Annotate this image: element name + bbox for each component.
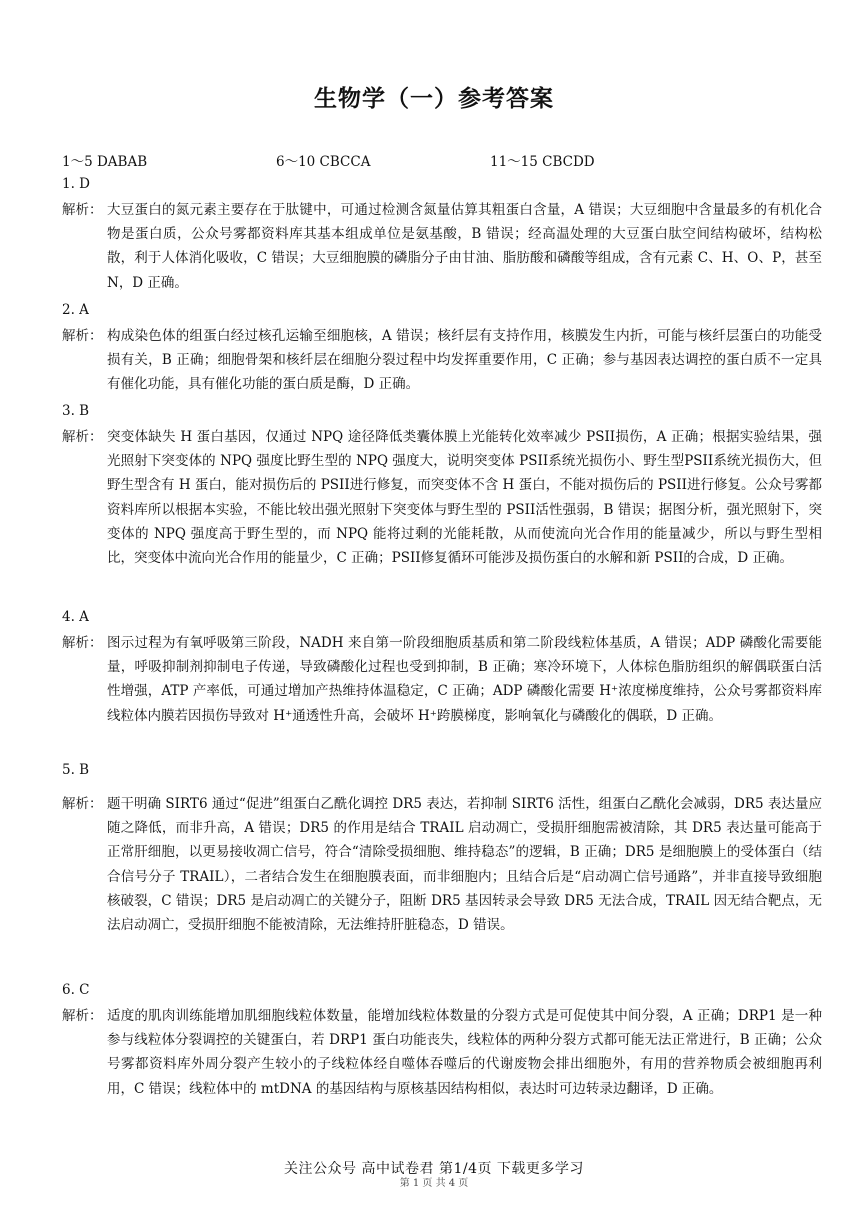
explanation-label: 解析：: [62, 1008, 103, 1024]
question-number: 6. C: [62, 982, 90, 998]
explanation: [62, 198, 822, 295]
question-number: 4. A: [62, 609, 89, 625]
answer-key-group-3: 11～15 CBCDD: [490, 154, 595, 170]
explanation-text: 突变体缺失 H 蛋白基因，仅通过 NPQ 途径降低类囊体膜上光能转化效率减少 PSII损伤，A 正确；根据实验结果，强光照射下突变体的 NPQ 强度比野生型的 NPQ 强度大，说明突变体 PSII系统光损伤小、野生型PSII系统光损伤大，但野生型含有 H 蛋白，能对损伤后的 PSII进行修复，而突变体不含 H 蛋白，不能对损伤后的 PSII进行修复。公众号雾都资料库所以根据本实验，不能比较出强光照射下突变体与野生型的 PSII活性强弱，B 错误；据图分析，强光照射下，突变体的 NPQ 强度高于野生型的，而 NPQ 能将过剩的光能耗散，从而使流向光合作用的能量减少，所以与野生型相比，突变体中流向光合作用的能量少，C 正确；PSII修复循环可能涉及损伤蛋白的水解和新 PSII的合成，D 正确。: [107, 429, 822, 567]
explanation-label: 解析：: [62, 796, 103, 812]
question-4: [62, 607, 822, 728]
answer-key-group-1: 1～5 DABAB: [62, 154, 148, 170]
question-number: 2. A: [62, 302, 89, 318]
explanation-label: 解析：: [62, 202, 103, 218]
explanation-text: 构成染色体的组蛋白经过核孔运输至细胞核，A 错误；核纤层有支持作用，核膜发生内折，可能与核纤层蛋白的功能受损有关，B 正确；细胞骨架和核纤层在细胞分裂过程中均发挥重要作用，C 正确；参与基因表达调控的蛋白质不一定具有催化功能，具有催化功能的蛋白质是酶，D 正确。: [107, 328, 822, 393]
question-5: [62, 760, 822, 937]
answer-key-group-2: 6～10 CBCCA: [276, 154, 371, 170]
question-number: 3. B: [62, 403, 90, 419]
explanation-label: 解析：: [62, 635, 103, 651]
question-number: 1. D: [62, 176, 90, 192]
explanation-text: 适度的肌肉训练能增加肌细胞线粒体数量，能增加线粒体数量的分裂方式是可促使其中间分裂，A 正确；DRP1 是一种参与线粒体分裂调控的关键蛋白，若 DRP1 蛋白功能丧失，线粒体的两种分裂方式都可能无法正常进行，B 正确；公众号雾都资料库外周分裂产生较小的子线粒体经自噬体吞噬后的代谢废物会排出细胞外，有用的营养物质会被细胞再利用，C 错误；线粒体中的 mtDNA 的基因结构与原核基因结构相似，表达时可边转录边翻译，D 正确。: [107, 1008, 822, 1097]
question-6: [62, 980, 822, 1101]
question-number: 5. B: [62, 762, 90, 778]
explanation-text: 题干明确 SIRT6 通过“促进”组蛋白乙酰化调控 DR5 表达，若抑制 SIRT6 活性，组蛋白乙酰化会减弱，DR5 表达量应随之降低，而非升高，A 错误；DR5 的作用是结合 TRAIL 启动凋亡，受损肝细胞需被清除，其 DR5 表达量可能高于正常肝细胞，以更易接收凋亡信号，符合“清除受损细胞、维持稳态”的逻辑，B 正确；DR5 是细胞膜上的受体蛋白（结合信号分子 TRAIL），二者结合发生在细胞膜表面，而非细胞内；且结合后是“启动凋亡信号通路”，并非直接导致细胞核破裂，C 错误；DR5 是启动凋亡的关键分子，阻断 DR5 基因转录会导致 DR5 无法合成，TRAIL 因无结合靶点，无法启动凋亡，受损肝细胞不能被清除，无法维持肝脏稳态，D 错误。: [107, 796, 822, 934]
page-number: 第 1 页 共 4 页: [399, 1178, 469, 1189]
page-footer: 关注公众号 高中试卷君 第1/4页 下载更多学习: [284, 1161, 584, 1177]
explanation: [62, 792, 822, 937]
explanation-label: 解析：: [62, 328, 103, 344]
question-1: [62, 174, 822, 295]
explanation: [62, 425, 822, 570]
explanation-text: 大豆蛋白的氮元素主要存在于肽键中，可通过检测含氮量估算其粗蛋白含量，A 错误；大豆细胞中含量最多的有机化合物是蛋白质，公众号雾都资料库其基本组成单位是氨基酸，B 错误；经高温处理的大豆蛋白肽空间结构破坏，结构松散，利于人体消化吸收，C 错误；大豆细胞膜的磷脂分子由甘油、脂肪酸和磷酸等组成，含有元素 C、H、O、P，甚至 N，D 正确。: [107, 202, 822, 291]
question-2: [62, 300, 822, 397]
page-title: 生物学（一）参考答案: [314, 86, 554, 112]
explanation-label: 解析：: [62, 429, 103, 445]
explanation: [62, 1004, 822, 1101]
explanation-text: 图示过程为有氧呼吸第三阶段，NADH 来自第一阶段细胞质基质和第二阶段线粒体基质，A 错误；ADP 磷酸化需要能量，呼吸抑制剂抑制电子传递，导致磷酸化过程也受到抑制，B 正确；寒冷环境下，人体棕色脂肪组织的解偶联蛋白活性增强，ATP 产率低，可通过增加产热维持体温稳定，C 正确；ADP 磷酸化需要 H⁺浓度梯度维持，公众号雾都资料库线粒体内膜若因损伤导致对 H⁺通透性升高，会破坏 H⁺跨膜梯度，影响氧化与磷酸化的偶联，D 正确。: [107, 635, 822, 724]
explanation: [62, 324, 822, 397]
question-3: [62, 401, 822, 570]
answer-key-row: [62, 150, 822, 170]
explanation: [62, 631, 822, 728]
